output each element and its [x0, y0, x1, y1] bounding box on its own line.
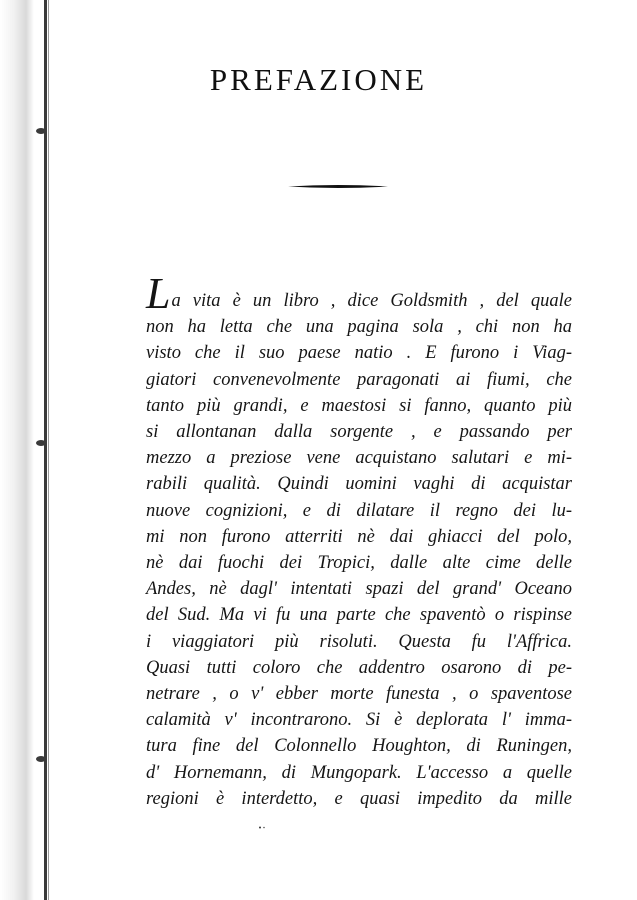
text-line: mezzo a preziose vene acquistano salutari e mi- — [146, 448, 572, 469]
text-line: visto che il suo paese natio . E furono i Viag- — [146, 343, 572, 364]
binding-mark — [36, 128, 46, 134]
text-line — [146, 269, 572, 318]
text-line: calamità v' incontrarono. Si è deplorata l' imma- — [146, 710, 572, 731]
binding-mark — [36, 440, 46, 446]
text-line: del Sud. Ma vi fu una parte che spaventò o rispinse — [146, 605, 572, 626]
text-line: netrare , o v' ebber morte funesta , o spaventose — [146, 684, 572, 705]
text-line: regioni è interdetto, e quasi impedito da mille — [146, 788, 572, 809]
text-line: non ha letta che una pagina sola , chi non ha — [146, 317, 572, 338]
drop-cap: L — [146, 269, 171, 318]
text-line: nè dai fuochi dei Tropici, dalle alte cime delle — [146, 553, 572, 574]
ink-speck — [258, 826, 268, 829]
page-binding-edge — [0, 0, 54, 900]
text-line: si allontanan dalla sorgente , e passando per — [146, 422, 572, 443]
binding-mark — [36, 756, 46, 762]
text-line: tura fine del Colonnello Houghton, di Runingen, — [146, 736, 572, 757]
preface-paragraph — [146, 269, 572, 812]
text-line: i viaggiatori più risoluti. Questa fu l'Affrica. — [146, 631, 572, 652]
text-line: d' Hornemann, di Mungopark. L'accesso a quelle — [146, 762, 572, 783]
binding-rule — [44, 0, 47, 900]
first-line-text: a vita è un libro , dice Goldsmith , del quale — [171, 291, 572, 311]
text-line: Quasi tutti coloro che addentro osarono di pe- — [146, 657, 572, 678]
binding-shadow — [0, 0, 34, 900]
title-rule-ornament — [288, 184, 388, 189]
text-line: tanto più grandi, e maestosi si fanno, quanto più — [146, 395, 572, 416]
page-title: PREFAZIONE — [209, 62, 428, 97]
binding-rule-secondary — [48, 0, 49, 900]
text-line: rabili qualità. Quindi uomini vaghi di acquistar — [146, 474, 572, 495]
text-line: giatori convenevolmente paragonati ai fiumi, che — [146, 369, 572, 390]
text-line: nuove cognizioni, e di dilatare il regno dei lu- — [146, 500, 572, 521]
text-line: Andes, nè dagl' intentati spazi del grand' Oceano — [146, 579, 572, 600]
text-line: mi non furono atterriti nè dai ghiacci del polo, — [146, 526, 572, 547]
